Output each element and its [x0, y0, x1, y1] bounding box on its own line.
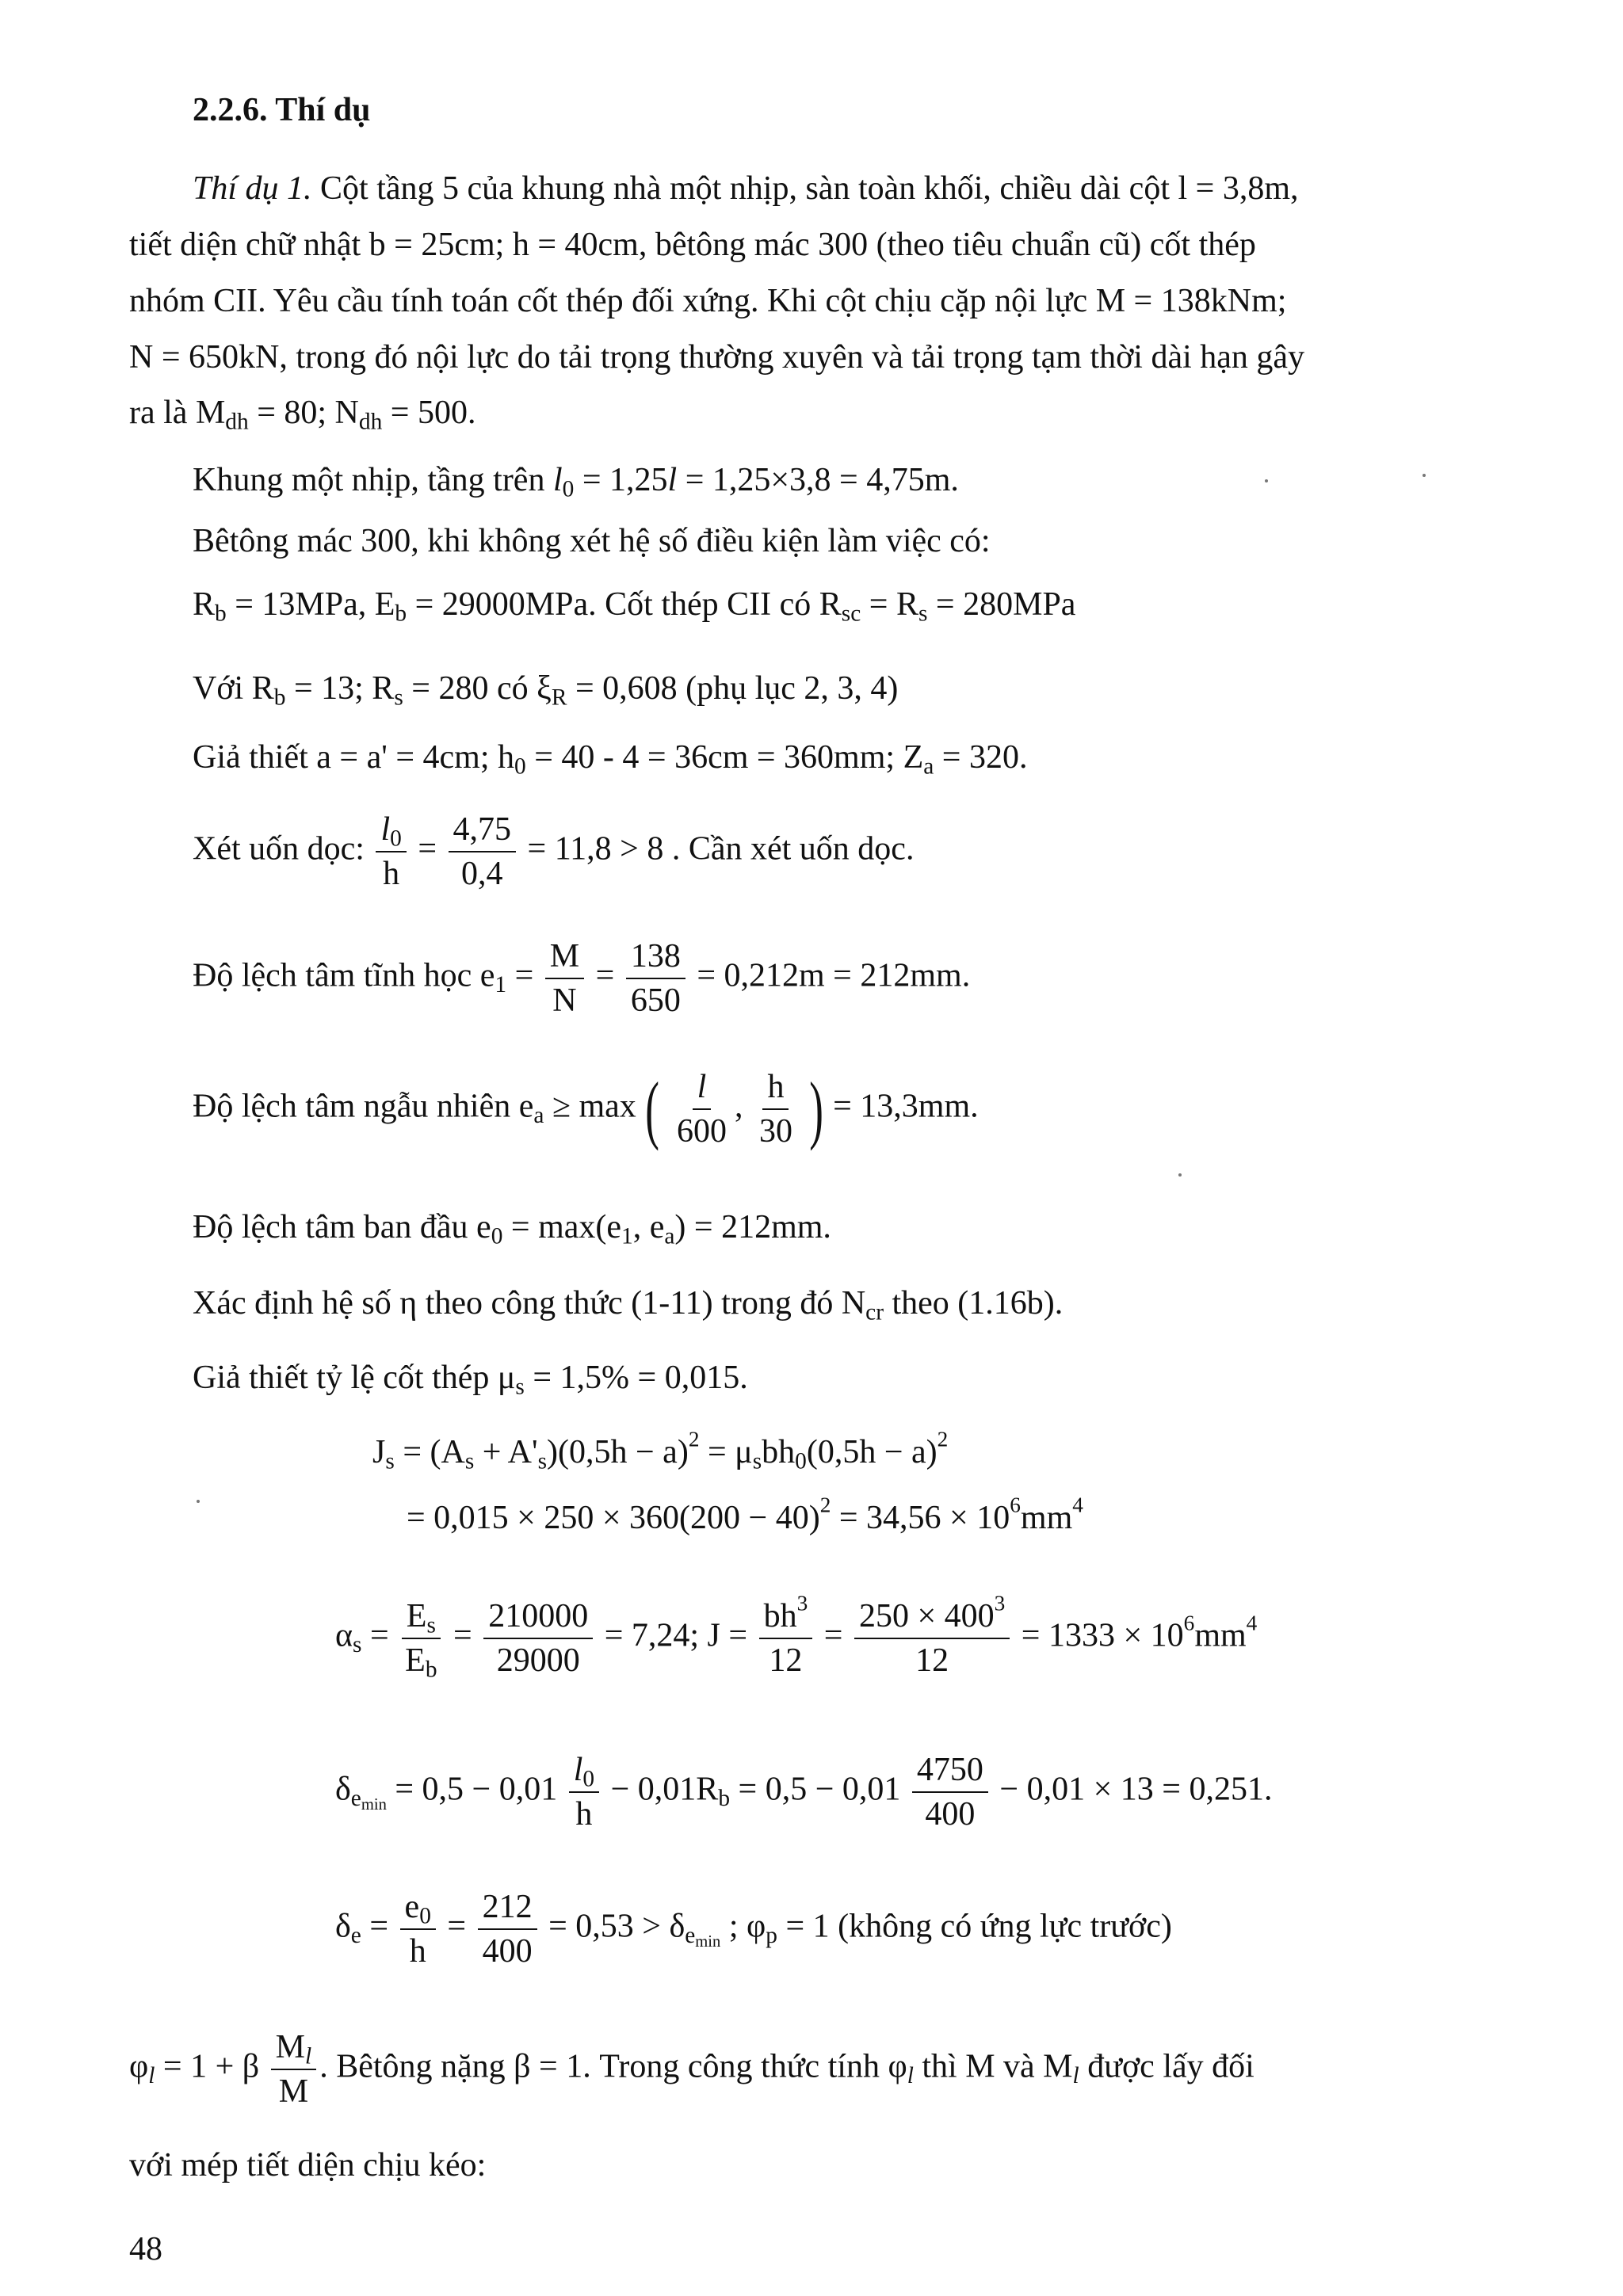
mu-line: Giả thiết tỷ lệ cốt thép $\mu_s = 1,5\% = 0,015$.	[193, 1360, 748, 1400]
js-equation-2: = $0,015 \times 250 \times 360(200 - 40)^2 = 34,56 \times 10^6mm^4$	[407, 1493, 1083, 1536]
assume-line: Giả thiết a = a' = 4cm; $h_0 = 40 - 4 = 36cm = 360mm$; $Z_a = 320$.	[193, 739, 1028, 780]
fraction-m-n: $\frac{M}{N}$	[545, 939, 584, 1018]
frame-line: Khung một nhịp, tầng trên $l_0 = 1,25l = 1,25\times 3,8 = 4,75m$.	[193, 462, 959, 502]
intro-line-1: Thí dụ 1. Cột tầng 5 của khung nhà một nhịp, sàn toàn khối, chiều dài cột l = 3,8m,	[193, 170, 1299, 207]
fraction-4750-400: $\frac{4750}{400}$	[912, 1753, 988, 1832]
strength-line: $R_b = 13MPa$, $E_b = 29000MPa$. Cốt thép CII có $R_{sc} = R_s = 280MPa$	[193, 586, 1076, 627]
concrete-line: Bêtông mác 300, khi không xét hệ số điều kiện làm việc có:	[193, 523, 991, 559]
eta-line: Xác định hệ số η theo công thức (1-11) trong đó $N_{cr}$ theo (1.16b).	[193, 1285, 1064, 1325]
fraction-moduli: $\frac{210000}{29000}$	[483, 1599, 593, 1678]
last-line: với mép tiết diện chịu kéo:	[129, 2147, 487, 2183]
fraction-e0-h: $\frac{e_0}{h}$	[400, 1890, 436, 1969]
fraction-138-650: $\frac{138}{650}$	[626, 939, 685, 1018]
js-equation-1: $J_s = (A_s + A'_s)(0,5h - a)^2 = \mu_sbh_0(0,5h - a)^2$	[372, 1427, 949, 1474]
delta-min-equation: $\delta_{e_{min}} = 0,5 - 0,01$ $\frac{l_0}{h}$ − $0,01R_b = 0,5 - 0,01$ $\frac{4750}{400}$ − 0,01 × 13 = 0,251.	[335, 1752, 1273, 1833]
scan-speck	[1423, 474, 1426, 477]
xi-line: Với $R_b = 13$; $R_s = 280$ có $\xi_R = 0,608$ (phụ lục 2, 3, 4)	[193, 670, 899, 711]
fraction-250-400: $\frac{250 \times 400^3}{12}$	[854, 1599, 1010, 1678]
buckling-line: Xét uốn dọc: $\frac{l_0}{h}$ = $\frac{4,75}{0,4}$ = 11,8 > 8 . Cần xét uốn dọc.	[193, 811, 915, 893]
scan-speck	[1265, 479, 1268, 482]
delta-e-equation: $\delta_e$ = $\frac{e_0}{h}$ = $\frac{212}{400}$ = $0,53 > \delta_{e_{min}}$ ; $\varphi_p = 1$ (không có ứng lực trước)	[335, 1889, 1172, 1970]
phi-line: $\varphi_l = 1 + \beta$ $\frac{M_l}{M}$ . Bêtông nặng β = 1. Trong công thức tính $\varphi_l$ thì M và $M_l$ được lấy đối	[129, 2029, 1254, 2111]
alpha-equation: $\alpha_s$ = $\frac{E_s}{E_b}$ = $\frac{210000}{29000}$ = 7,24; J = $\frac{bh^3}{12}$ = $\frac{250 \times 400^3}{12}$ = $1333 \times 10^6mm^4$	[335, 1591, 1258, 1683]
example-label: Thí dụ 1.	[193, 170, 312, 207]
fraction-h-30: $\frac{h}{30}$	[758, 1069, 792, 1150]
fraction-es-eb: $\frac{E_s}{E_b}$	[400, 1599, 441, 1678]
page-number: 48	[129, 2231, 162, 2267]
fraction-ml-m: $\frac{M_l}{M}$	[271, 2030, 317, 2109]
intro-line-3: nhóm CII. Yêu cầu tính toán cốt thép đối xứng. Khi cột chịu cặp nội lực M = 138kNm;	[129, 283, 1287, 319]
section-heading: 2.2.6. Thí dụ	[193, 92, 371, 128]
intro-line-4: N = 650kN, trong đó nội lực do tải trọng thường xuyên và tải trọng tạm thời dài hạn gây	[129, 339, 1305, 376]
intro-line-2: tiết diện chữ nhật b = 25cm; h = 40cm, bêtông mác 300 (theo tiêu chuẩn cũ) cốt thép	[129, 227, 1256, 263]
fraction-212-400: $\frac{212}{400}$	[478, 1890, 537, 1969]
e0-line: Độ lệch tâm ban đầu $e_0 = \max(e_1$, $e_a) = 212mm$.	[193, 1209, 831, 1249]
scan-speck	[1178, 1173, 1182, 1177]
fraction-values: $\frac{4,75}{0,4}$	[449, 812, 517, 891]
fraction-l0-h: $\frac{l_0}{h}$	[376, 812, 406, 891]
e1-line: Độ lệch tâm tĩnh học $e_1$ = $\frac{M}{N}$ = $\frac{138}{650}$ = 0,212m = 212mm.	[193, 938, 971, 1020]
fraction-l-600: $\frac{l}{600}$	[676, 1069, 727, 1150]
fraction-l0-h-2: $\frac{l_0}{h}$	[569, 1753, 599, 1832]
intro-line-5: ra là $M_{dh} = 80$; $N_{dh} = 500$.	[129, 395, 476, 435]
scan-speck	[197, 1500, 200, 1503]
fraction-bh3-12: $\frac{bh^3}{12}$	[759, 1599, 813, 1678]
ea-line: Độ lệch tâm ngẫu nhiên $e_a \ge \max$ ( $\frac{l}{600}$ , $\frac{h}{30}$ ) = 13,3mm.	[193, 1066, 979, 1151]
